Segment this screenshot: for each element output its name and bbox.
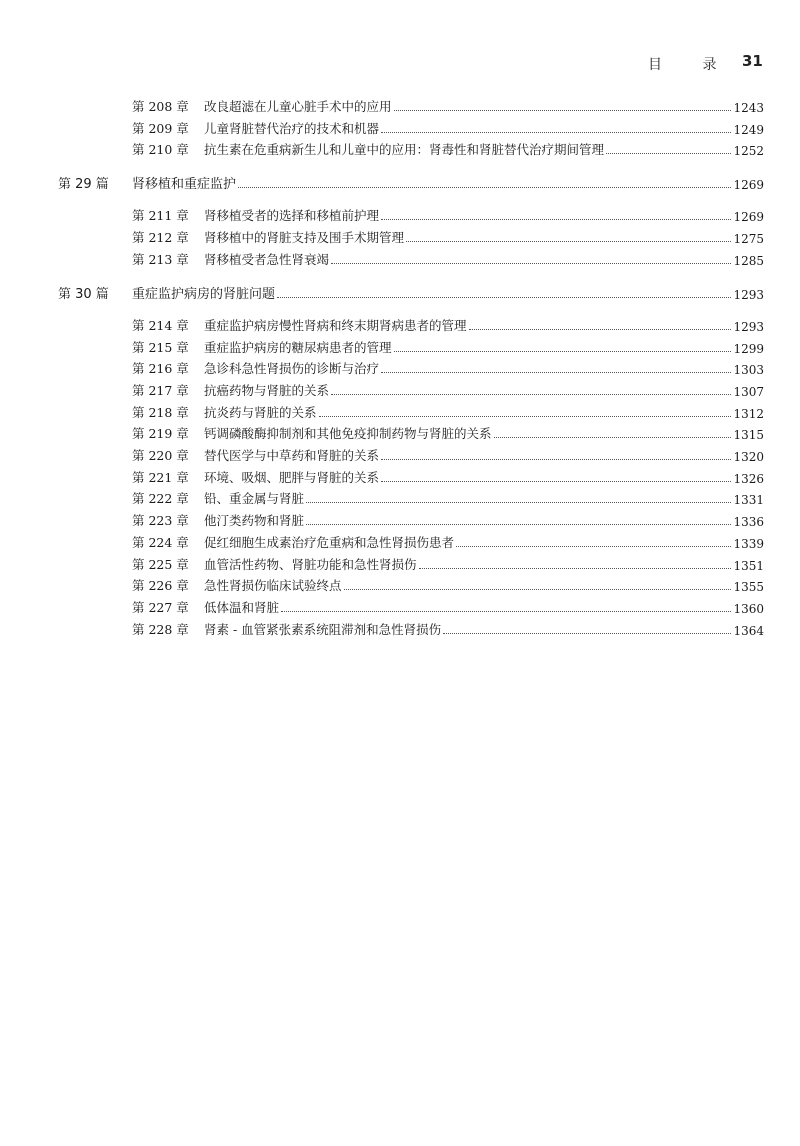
toc-chapter-row[interactable] — [132, 618, 764, 638]
chapter-number: 第 225 章 — [132, 556, 189, 572]
chapter-number: 第 209 章 — [132, 120, 189, 136]
dot-leader — [381, 481, 731, 482]
toc-chapter-row[interactable] — [132, 248, 764, 268]
entry-page-number: 1351 — [733, 558, 764, 573]
entry-page-number: 1326 — [733, 471, 764, 486]
toc-chapter-row[interactable] — [132, 466, 764, 486]
entry-page-number: 1285 — [733, 253, 764, 268]
entry-page-number: 1307 — [733, 384, 764, 399]
chapter-title: 钙调磷酸酶抑制剂和其他免疫抑制药物与肾脏的关系 — [204, 426, 492, 442]
chapter-number: 第 221 章 — [132, 469, 189, 485]
dot-leader — [606, 153, 731, 154]
chapter-title: 肾移植中的肾脏支持及围手术期管理 — [204, 230, 405, 246]
part-number: 第 29 篇 — [58, 177, 109, 193]
dot-leader — [277, 297, 731, 298]
chapter-title: 抗炎药与肾脏的关系 — [204, 404, 317, 420]
chapter-number: 第 208 章 — [132, 99, 189, 114]
chapter-number: 第 226 章 — [132, 578, 189, 594]
chapter-title: 肾移植受者的选择和移植前护理 — [204, 208, 380, 224]
chapter-title: 重症监护病房慢性肾病和终末期肾病患者的管理 — [204, 317, 467, 333]
toc-chapter-row[interactable] — [132, 401, 764, 421]
chapter-number: 第 217 章 — [132, 382, 189, 398]
page-header — [0, 54, 800, 76]
toc-part-row[interactable] — [58, 282, 764, 302]
dot-leader — [306, 502, 731, 503]
chapter-title: 改良超滤在儿童心脏手术中的应用 — [204, 99, 392, 114]
entry-page-number: 1275 — [733, 232, 764, 247]
toc-chapter-row[interactable] — [132, 138, 764, 158]
chapter-title: 铅、重金属与肾脏 — [204, 491, 305, 507]
toc-chapter-row[interactable] — [132, 379, 764, 399]
entry-page-number: 1303 — [733, 363, 764, 378]
toc-chapter-row[interactable] — [132, 531, 764, 551]
dot-leader — [406, 241, 731, 242]
dot-leader — [306, 524, 731, 525]
dot-leader — [381, 219, 731, 220]
chapter-title: 他汀类药物和肾脏 — [204, 513, 305, 529]
part-title: 重症监护病房的肾脏问题 — [132, 286, 276, 302]
entry-page-number: 1355 — [733, 580, 764, 595]
dot-leader — [238, 187, 731, 188]
entry-page-number: 1249 — [733, 122, 764, 137]
section-title: 目 录 — [648, 57, 735, 73]
chapter-number: 第 222 章 — [132, 491, 189, 507]
chapter-number: 第 211 章 — [132, 208, 189, 224]
chapter-number: 第 210 章 — [132, 142, 189, 158]
chapter-number: 第 215 章 — [132, 339, 189, 355]
entry-page-number: 1299 — [733, 341, 764, 356]
chapter-number: 第 220 章 — [132, 448, 189, 463]
toc-chapter-row[interactable] — [132, 444, 764, 464]
toc-chapter-row[interactable] — [132, 574, 764, 594]
entry-page-number: 1312 — [733, 406, 764, 421]
dot-leader — [456, 546, 731, 547]
part-number: 第 30 篇 — [58, 286, 109, 302]
entry-page-number: 1269 — [733, 210, 764, 225]
chapter-number: 第 219 章 — [132, 426, 189, 442]
dot-leader — [344, 589, 732, 590]
chapter-number: 第 213 章 — [132, 251, 189, 267]
toc-chapter-row[interactable] — [132, 596, 764, 616]
chapter-title: 重症监护病房的糖尿病患者的管理 — [204, 339, 392, 355]
chapter-number: 第 224 章 — [132, 534, 189, 550]
chapter-number: 第 218 章 — [132, 404, 189, 420]
toc-chapter-row[interactable] — [132, 509, 764, 529]
chapter-title: 血管活性药物、肾脏功能和急性肾损伤 — [204, 556, 417, 572]
dot-leader — [381, 372, 731, 373]
chapter-title: 促红细胞生成素治疗危重病和急性肾损伤患者 — [204, 534, 455, 550]
chapter-number: 第 228 章 — [132, 621, 189, 637]
entry-page-number: 1243 — [733, 101, 764, 115]
dot-leader — [381, 459, 731, 460]
dot-leader — [494, 437, 732, 438]
chapter-title: 低体温和肾脏 — [204, 599, 280, 615]
page-number: 31 — [742, 52, 763, 70]
dot-leader — [331, 394, 731, 395]
chapter-number: 第 223 章 — [132, 513, 189, 529]
entry-page-number: 1360 — [733, 601, 764, 616]
toc-chapter-row[interactable] — [132, 204, 764, 224]
dot-leader — [281, 611, 731, 612]
toc-chapter-row[interactable] — [132, 336, 764, 356]
dot-leader — [331, 263, 731, 264]
toc-part-row[interactable] — [58, 172, 764, 192]
entry-page-number: 1293 — [733, 287, 764, 302]
dot-leader — [394, 351, 732, 352]
entry-page-number: 1336 — [733, 515, 764, 530]
dot-leader — [394, 110, 732, 111]
toc-chapter-row[interactable] — [132, 357, 764, 377]
chapter-title: 急诊科急性肾损伤的诊断与治疗 — [204, 361, 380, 377]
toc-chapter-row[interactable] — [132, 553, 764, 573]
toc-chapter-row[interactable] — [132, 95, 764, 115]
chapter-number: 第 212 章 — [132, 230, 189, 246]
chapter-title: 环境、吸烟、肥胖与肾脏的关系 — [204, 469, 380, 485]
entry-page-number: 1364 — [733, 623, 764, 638]
dot-leader — [319, 416, 732, 417]
toc-chapter-row[interactable] — [132, 314, 764, 334]
entry-page-number: 1339 — [733, 536, 764, 551]
chapter-title: 肾移植受者急性肾衰竭 — [204, 251, 330, 267]
entry-page-number: 1293 — [733, 319, 764, 334]
entry-page-number: 1269 — [733, 178, 764, 193]
chapter-number: 第 227 章 — [132, 599, 189, 615]
chapter-title: 肾素 - 血管紧张素系统阻滞剂和急性肾损伤 — [204, 621, 442, 637]
chapter-title: 急性肾损伤临床试验终点 — [204, 578, 342, 594]
entry-page-number: 1315 — [733, 428, 764, 443]
part-title: 肾移植和重症监护 — [132, 177, 237, 193]
entry-page-number: 1331 — [733, 493, 764, 508]
toc-chapter-row[interactable] — [132, 422, 764, 442]
chapter-number: 第 216 章 — [132, 361, 189, 377]
chapter-title: 抗生素在危重病新生儿和儿童中的应用：肾毒性和肾脏替代治疗期间管理 — [204, 142, 605, 158]
entry-page-number: 1252 — [733, 144, 764, 159]
dot-leader — [443, 633, 731, 634]
chapter-title: 替代医学与中草药和肾脏的关系 — [204, 448, 380, 463]
toc-chapter-row[interactable] — [132, 487, 764, 507]
dot-leader — [381, 132, 731, 133]
chapter-number: 第 214 章 — [132, 317, 189, 333]
dot-leader — [469, 329, 732, 330]
dot-leader — [419, 568, 732, 569]
toc-chapter-row[interactable] — [132, 226, 764, 246]
chapter-title: 抗癌药物与肾脏的关系 — [204, 382, 330, 398]
entry-page-number: 1320 — [733, 450, 764, 464]
toc-chapter-row[interactable] — [132, 117, 764, 137]
chapter-title: 儿童肾脏替代治疗的技术和机器 — [204, 120, 380, 136]
